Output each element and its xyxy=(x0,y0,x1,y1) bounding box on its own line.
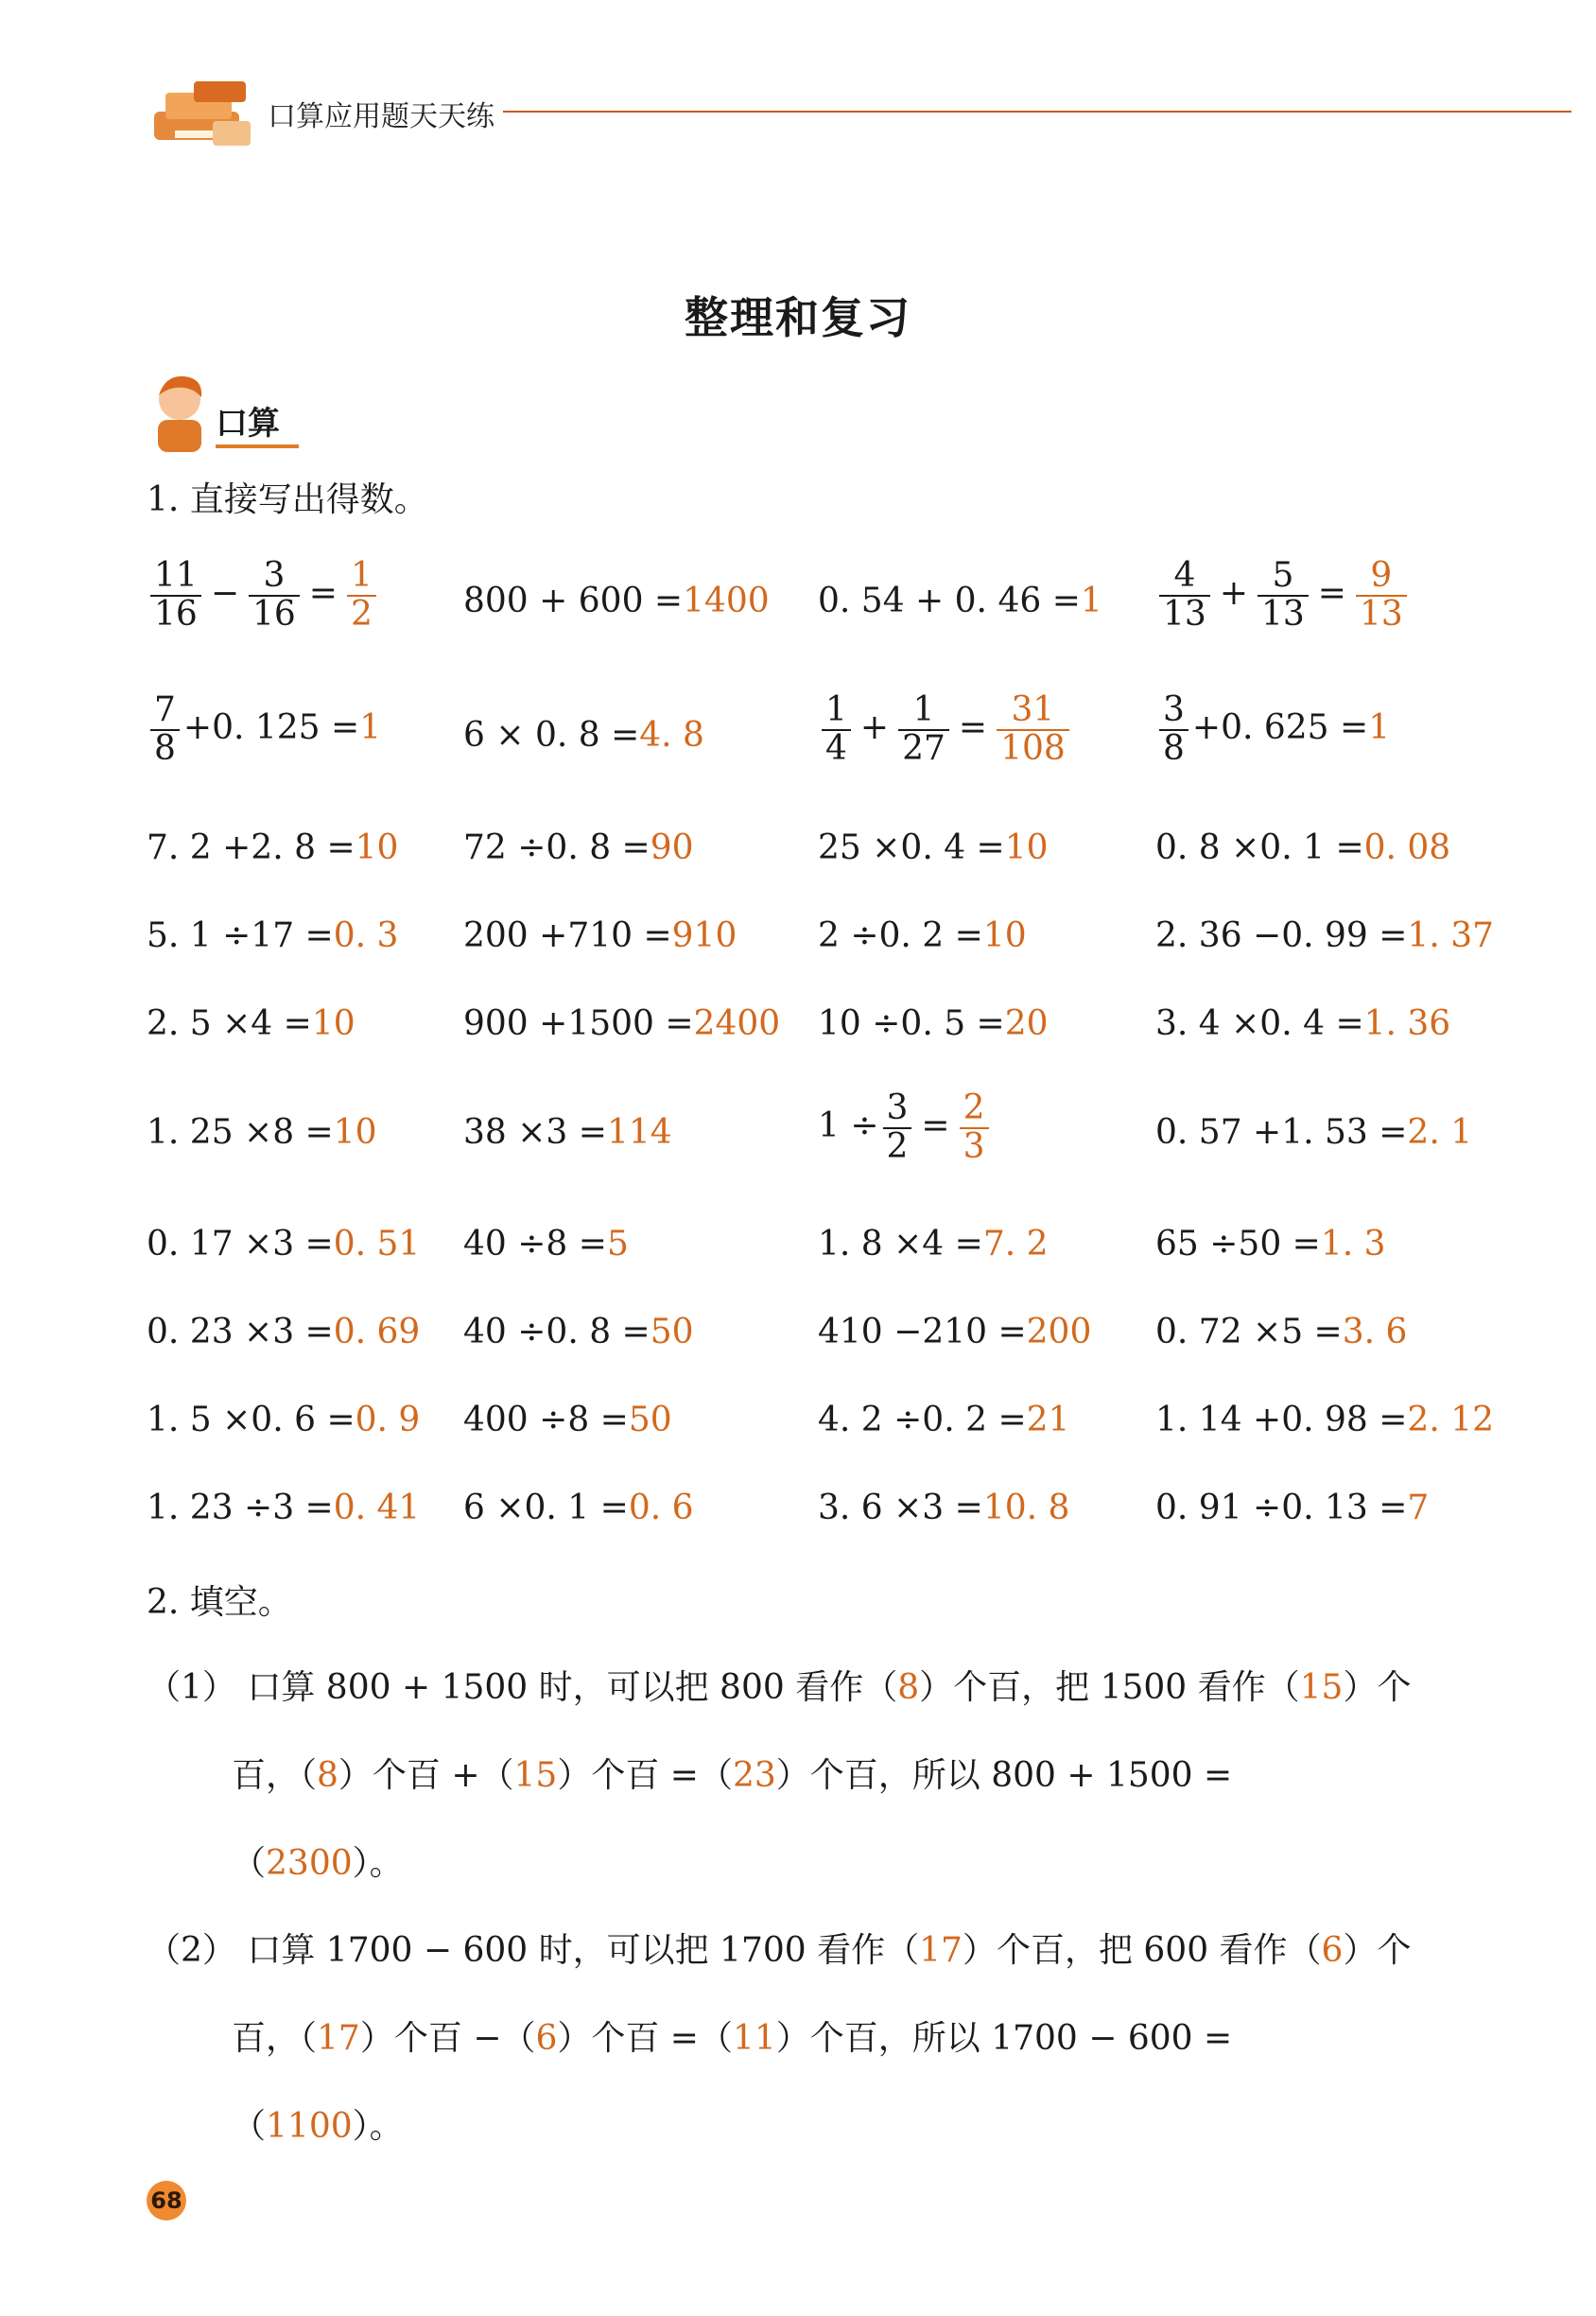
problem-r1-d: $\frac{4}{13}$ + $\frac{5}{13}$ = $\frac{9}{13}$ xyxy=(1155,558,1411,634)
problem-r9-a: 1. 5 ×0. 6 =0. 9 xyxy=(147,1401,421,1439)
problem-r8-a: 0. 23 ×3 =0. 69 xyxy=(147,1313,421,1351)
problem-r5-c: 10 ÷0. 5 =20 xyxy=(818,1004,1049,1043)
problem-r8-d: 0. 72 ×5 =3. 6 xyxy=(1155,1313,1408,1351)
problem-r3-d: 0. 8 ×0. 1 =0. 08 xyxy=(1155,828,1451,867)
problem-r8-c: 410 −210 =200 xyxy=(818,1313,1092,1351)
problem-r4-c: 2 ÷0. 2 =10 xyxy=(818,916,1027,955)
problem-r7-c: 1. 8 ×4 =7. 2 xyxy=(818,1225,1049,1263)
problem-r7-a: 0. 17 ×3 =0. 51 xyxy=(147,1225,421,1263)
problem-r7-d: 65 ÷50 =1. 3 xyxy=(1155,1225,1386,1263)
header-divider xyxy=(503,111,1571,113)
q2-p2-line1: （2） 口算 1700 − 600 时，可以把 1700 看作（17）个百，把 600 看作（6）个 xyxy=(147,1931,1412,1970)
problem-r2-b: 6 × 0. 8 =4. 8 xyxy=(463,716,704,755)
problem-r9-b: 400 ÷8 =50 xyxy=(463,1401,672,1439)
problem-r8-b: 40 ÷0. 8 =50 xyxy=(463,1313,694,1351)
problem-r6-a: 1. 25 ×8 =10 xyxy=(147,1113,377,1152)
problem-r9-c: 4. 2 ÷0. 2 =21 xyxy=(818,1401,1070,1439)
problem-r3-c: 25 ×0. 4 =10 xyxy=(818,828,1049,867)
q2-p2-line3: （1100）。 xyxy=(232,2107,404,2146)
problem-r10-d: 0. 91 ÷0. 13 =7 xyxy=(1155,1489,1430,1527)
q2-p1-line1: （1） 口算 800 + 1500 时，可以把 800 看作（8）个百，把 1500 看作（15）个 xyxy=(147,1668,1412,1707)
problem-r1-c: 0. 54 + 0. 46 =1 xyxy=(818,582,1102,620)
header-books-icon xyxy=(147,74,265,159)
problem-r6-b: 38 ×3 =114 xyxy=(463,1113,672,1152)
problem-r9-d: 1. 14 +0. 98 =2. 12 xyxy=(1155,1401,1495,1439)
problem-r4-a: 5. 1 ÷17 =0. 3 xyxy=(147,916,399,955)
problem-r4-d: 2. 36 −0. 99 =1. 37 xyxy=(1155,916,1495,955)
q2-p2-line2: 百，（17）个百 −（6）个百 =（11）个百，所以 1700 − 600 = xyxy=(232,2019,1233,2058)
q1-title: 1. 直接写出得数。 xyxy=(147,480,428,519)
section-tag: 口算 xyxy=(216,405,280,443)
problem-r10-b: 6 ×0. 1 =0. 6 xyxy=(463,1489,694,1527)
boy-mascot-icon xyxy=(147,371,213,456)
problem-r10-a: 1. 23 ÷3 =0. 41 xyxy=(147,1489,421,1527)
section-tag-underline xyxy=(216,444,299,448)
problem-r1-b: 800 + 600 =1400 xyxy=(463,582,770,620)
q2-p1-line3: （2300）。 xyxy=(232,1844,404,1883)
problem-r6-d: 0. 57 +1. 53 =2. 1 xyxy=(1155,1113,1473,1152)
problem-r1-a: $\frac{11}{16}$ − $\frac{3}{16}$ = $\frac{1}{2}$ xyxy=(147,558,380,634)
problem-r5-d: 3. 4 ×0. 4 =1. 36 xyxy=(1155,1004,1451,1043)
problem-r2-d: $\frac{3}{8}$ +0. 625 =1 xyxy=(1155,692,1390,768)
problem-r7-b: 40 ÷8 =5 xyxy=(463,1225,629,1263)
problem-r10-c: 3. 6 ×3 =10. 8 xyxy=(818,1489,1070,1527)
header-title: 口算应用题天天练 xyxy=(268,100,494,133)
q2-p1-line2: 百，（8）个百 +（15）个百 =（23）个百，所以 800 + 1500 = xyxy=(232,1756,1233,1795)
problem-r5-b: 900 +1500 =2400 xyxy=(463,1004,781,1043)
problem-r5-a: 2. 5 ×4 =10 xyxy=(147,1004,356,1043)
problem-r2-c: $\frac{1}{4}$ + $\frac{1}{27}$ = $\frac{31}{108}$ xyxy=(818,692,1073,768)
problem-r3-a: 7. 2 +2. 8 =10 xyxy=(147,828,399,867)
page-number: 68 xyxy=(147,2181,186,2220)
section-title: 整理和复习 xyxy=(685,292,911,343)
q2-title: 2. 填空。 xyxy=(147,1583,292,1622)
problem-r4-b: 200 +710 =910 xyxy=(463,916,737,955)
problem-r3-b: 72 ÷0. 8 =90 xyxy=(463,828,694,867)
problem-r2-a: $\frac{7}{8}$ +0. 125 =1 xyxy=(147,692,381,768)
problem-r6-c: 1 ÷ $\frac{3}{2}$ = $\frac{2}{3}$ xyxy=(818,1090,993,1166)
